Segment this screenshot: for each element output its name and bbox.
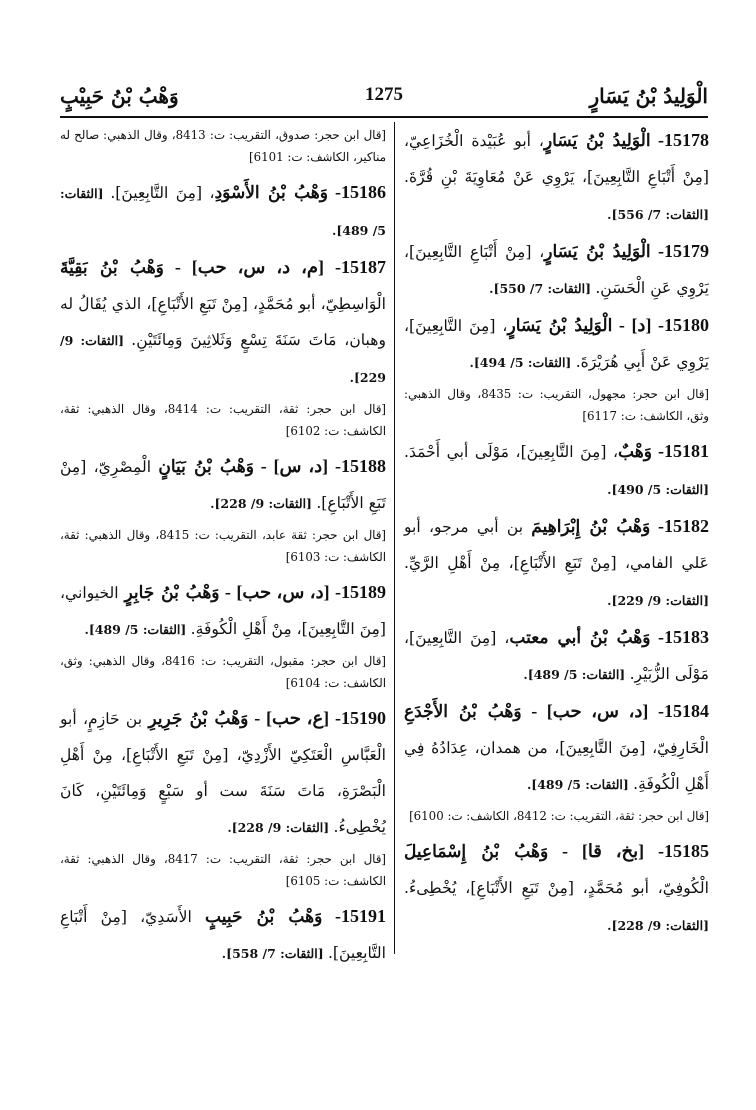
page-number: 1275 [365,84,403,105]
entry-text: الْمِصْرِيّ، [مِنْ تَبَعِ الأَتْبَاعِ]. [60,458,386,512]
entry-number: 15180 [664,315,710,335]
biography-entry [404,122,709,233]
entry-name: وَهْبُ بْنُ بَيَانٍ [158,457,254,477]
entry-name: وَهْبُ بْنُ أبي معتب [509,628,651,648]
entry-sigla: - [بخ، قا] - [548,841,664,861]
entry-text: الأَسَدِيّ، [مِنْ أَتْبَاعِ التَّابِعِينَ]. [60,908,386,962]
entry-name: الْوَلِيدُ بْنُ يَسَارٍ [544,242,651,262]
biography-entry [60,448,386,522]
entry-number: 15191 [341,906,386,926]
page-header [60,84,708,114]
entry-name: وَهْبُ بْنُ بَقِيَّةَ [60,258,164,278]
entry-name: وَهْبُ بْنُ الأَسْوَدِ [214,183,328,203]
entry-number: 15178 [664,130,709,150]
running-title-left: وَهْبُ بْنُ حَبِيْبٍ [60,84,179,108]
entry-name: وَهْبُ بْنُ جَرِيرِ [148,709,249,729]
entry-citation: [الثقات: 9/ 228]. [607,918,709,933]
entry-text: الْوَاسِطِيّ، أبو مُحَمَّدٍ، [مِنْ تَبَعِ الأَتْبَاعِ]، الذي يُقَالُ له وهبان، مَاتَ سَنَةَ تِسْعٍ وَثَلاثِينَ وَمِائَتَيْنِ. [60,295,387,349]
biography-entry [404,693,709,803]
entry-number: 15182 [664,516,710,536]
entry-sigla: - [م، د، س، حب] - [163,257,342,277]
entry-text: بن أبي مرجو، أبو عَلي الفامي، [مِنْ تَبَعِ الأَتْبَاعِ]، مِنْ أَهْلِ الرَّيِّ. [404,518,709,572]
entry-name: وَهْبُ بْنُ الأَجْدَعِ [404,702,522,722]
entry-text: ، [مِنَ التَّابِعِينَ]، مَوْلَى الزُّبَيْرِ. [404,629,709,683]
entry-sigla: - [650,130,664,150]
entry-sigla: - [322,906,341,926]
header-rule [60,116,708,118]
footnote-note: [قال ابن حجر: ثقة عابد، التقريب: ت: 8415، وقال الذهبي: ثقة، الكاشف: ت: 6103] [60,528,386,564]
entry-name: الْوَلِيدُ بْنُ يَسَارٍ [507,316,613,336]
entry-name: وَهْبٌ [618,442,652,462]
entry-text: ، [مِنَ التَّابِعِينَ]، مَوْلَى أبي أَحْمَدَ. [404,443,619,461]
entry-number: 15189 [341,582,386,602]
entry-number: 15186 [340,182,386,202]
entry-number: 15184 [664,701,710,721]
entry-citation: [الثقات: 5/ 490]. [607,482,709,497]
entry-sigla: - [651,441,664,461]
biography-entry [60,898,386,972]
entry-number: 15183 [664,627,709,647]
entry-text: الْكُوفِيّ، أبو مُحَمَّدٍ، [مِنْ تَبَعِ الأَتْبَاعِ]، يُخْطِىءُ. [404,879,709,897]
entry-number: 15188 [341,456,386,476]
biography-entry [60,574,386,648]
entry-citation: [الثقات: 9/ 229]. [607,593,709,608]
running-title-right: الْوَلِيدُ بْنُ يَسَارٍ [589,84,708,108]
biography-entry [404,233,709,307]
entry-text: بن حَازِمٍ، أبو الْعَبَّاسِ الْعَتَكِيّ الأَزْدِيّ، [مِنْ تَبَعِ الأَتْبَاعِ]، مِنْ أَهْلِ الْبَصْرَةِ، مَاتَ سَنَةَ ست أو سَبْعٍ وَمِائَتَيْنِ، كَانَ يُخْطِىءُ. [60,710,386,836]
entry-number: 15185 [664,841,709,861]
entry-text: الخيواني، [مِنَ التَّابِعِينَ]، مِنْ أَهْلِ الْكُوفَةِ. [60,584,386,638]
entry-citation: [الثقات: 9/ 229]. [60,333,386,385]
footnote-note: [قال ابن حجر: مقبول، التقريب: ت: 8416، وقال الذهبي: وثق، الكاشف: ت: 6104] [60,654,386,690]
entry-citation: [الثقات: 5/ 489]. [523,667,630,682]
entry-citation: [الثقات: 5/ 494]. [469,355,576,370]
biography-entry [60,174,386,249]
entry-text: الْخَارِفِيّ، [مِنَ التَّابِعِينَ]، من همدان، عِدَادُهُ فِي أَهْلِ الْكُوفَةِ. [404,739,709,793]
footnote-note: [قال ابن حجر: ثقة، التقريب: ت: 8417، وقال الذهبي: ثقة، الكاشف: ت: 6105] [60,852,386,888]
entry-citation: [الثقات: 9/ 228]. [210,496,317,511]
left-column [60,122,386,972]
entry-sigla: - [650,627,664,647]
entry-sigla: - [د، س] - [253,456,341,476]
footnote-note: [قال ابن حجر: ثقة، التقريب: ت: 8412، الكاشف: ت: 6100] [409,809,709,823]
entry-text: ، [مِنْ أَتْبَاعِ التَّابِعِينَ]، يَرْوِي عَنِ الْحَسَنِ. [404,243,709,297]
entry-citation: [الثقات: 7/ 550]. [489,281,596,296]
entry-text: ، [مِنَ التَّابِعِينَ]، يَرْوِي عَنْ أَبِي هُرَيْرَةَ. [404,317,709,371]
footnote-note: [قال ابن حجر: ثقة، التقريب: ت: 8414، وقال الذهبي: ثقة، الكاشف: ت: 6102] [60,402,386,438]
entry-sigla: - [د، س، حب] - [219,582,341,602]
biography-entry [404,508,709,619]
entry-text: ، أبو عُبَيْدة الْخُزَاعِيّ، [مِنْ أَتْبَاعِ التَّابِعِينَ]، يَرْوِي عَنْ مُعَاوِيَةَ بْنِ قُرَّةَ. [404,132,709,186]
entry-name: وَهْبُ بْنُ حَبِيبٍ [205,907,323,927]
biography-entry [404,307,709,381]
entry-citation: [الثقات: 5/ 489]. [526,777,634,792]
footnote-note: [قال ابن حجر: مجهول، التقريب: ت: 8435، وقال الذهبي: وثق، الكاشف: ت: 6117] [404,387,710,423]
entry-citation: [الثقات: 7/ 556]. [607,207,709,222]
entry-sigla: - [650,241,664,261]
footnote-note: [قال ابن حجر: صدوق، التقريب: ت: 8413، وقال الذهبي: صالح له مناكير، الكاشف: ت: 6101] [60,128,386,164]
biography-entry [404,433,709,508]
column-divider [394,122,395,954]
entry-sigla: - [ع، حب] - [248,708,341,728]
right-column [404,122,709,944]
entry-name: الْوَلِيدُ بْنُ يَسَارٍ [543,131,651,151]
entry-name: وَهْبُ بْنُ جَابِرٍ [124,583,220,603]
entry-text: ، [مِنَ التَّابِعِينَ]. [110,184,215,202]
entry-sigla: - [650,516,665,536]
entry-citation: [الثقات: 9/ 228]. [227,820,334,835]
biography-entry [404,833,709,944]
entry-sigla: - [327,182,341,202]
biography-entry [60,249,386,396]
entry-sigla: - [د] - [612,315,665,335]
entry-number: 15179 [664,241,709,261]
entry-sigla: - [د، س، حب] - [521,701,665,721]
entry-citation: [الثقات: 5/ 489]. [60,186,386,238]
entry-name: وَهْبُ بْنُ إِسْمَاعِيلَ [404,842,549,862]
entry-number: 15187 [341,257,387,277]
entry-name: وَهْبُ بْنُ إِبْرَاهِيمَ [531,517,651,537]
entry-number: 15190 [341,708,386,728]
entry-citation: [الثقات: 5/ 489]. [84,622,191,637]
entry-citation: [الثقات: 7/ 558]. [221,946,328,961]
biography-entry [60,700,386,846]
entry-number: 15181 [664,441,709,461]
biography-entry [404,619,709,693]
